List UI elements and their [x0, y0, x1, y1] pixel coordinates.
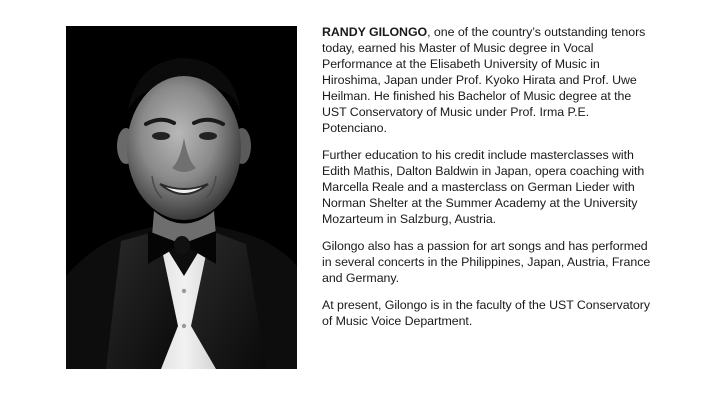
- portrait-photo: [66, 26, 297, 369]
- bio-paragraph-4: At present, Gilongo is in the faculty of the UST Conservatory of Music Voice Department.: [322, 298, 650, 328]
- bio-paragraph-3: Gilongo also has a passion for art songs and has performed in several concerts in the Philippines, Japan, Austria, France and Germany.: [322, 239, 651, 285]
- singer-name: RANDY GILONGO: [322, 25, 428, 39]
- bio-paragraph-1-text: , one of the country’s outstanding tenors today, earned his Master of Music degree in Vocal Performance at the Elisabeth University of Music in Hiroshima, Japan under Prof. Kyoko Hirata and Prof. Uwe Heilman. He finished his Bachelor of Music degree at the UST Conservatory of Music under Prof. Irma P.E. Potenciano.: [322, 25, 646, 135]
- bio-paragraph-2: Further education to his credit include masterclasses with Edith Mathis, Dalton Baldwin in Japan, opera coaching with Marcella Reale and a masterclass on German Lieder with Norman Shelter at the Summer Academy at the University Mozarteum in Salzburg, Austria.: [322, 148, 645, 226]
- portrait-illustration: [66, 26, 297, 369]
- bio-paragraph-1: [322, 24, 652, 136]
- biography-text: [322, 24, 652, 340]
